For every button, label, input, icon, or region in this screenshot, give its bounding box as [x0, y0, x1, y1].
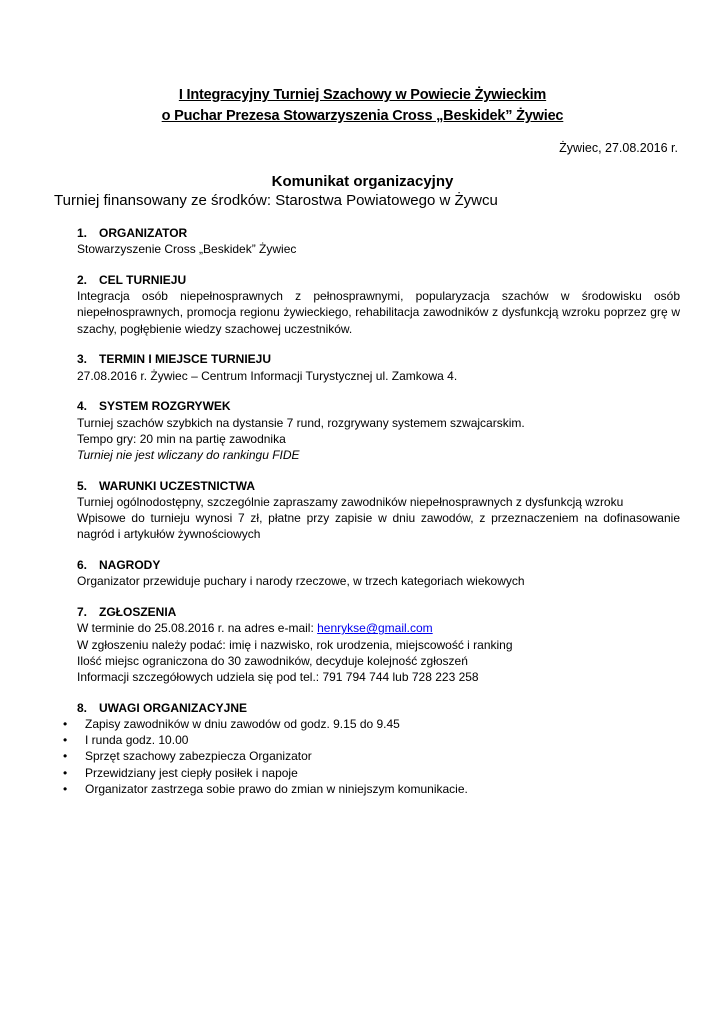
section-line: Ilość miejsc ograniczona do 30 zawodników, decyduje kolejność zgłoszeń: [77, 653, 468, 668]
section-title-text: SYSTEM ROZGRYWEK: [99, 399, 231, 414]
section-line: Organizator przewiduje puchary i narody rzeczowe, w trzech kategoriach wiekowych: [77, 574, 525, 589]
list-item: [63, 748, 680, 764]
section-line: Informacji szczegółowych udziela się pod tel.: 791 794 744 lub 728 223 258: [77, 670, 479, 685]
section-line: [77, 620, 680, 636]
title-line-2: o Puchar Prezesa Stowarzyszenia Cross „Beskidek” Żywiec: [161, 108, 564, 124]
list-item-text: I runda godz. 10.00: [85, 733, 189, 748]
section-number: 6.: [77, 558, 88, 573]
section-number: 1.: [77, 226, 88, 240]
section-title: [77, 478, 680, 494]
section-conditions: [77, 478, 680, 543]
section-title-text: ORGANIZATOR: [99, 226, 188, 240]
section-title: [77, 398, 680, 414]
email-link[interactable]: henrykse@gmail.com: [317, 621, 433, 636]
bullet-icon: •: [63, 765, 68, 780]
section-title: [77, 557, 680, 573]
list-item-text: Przewidziany jest ciepły posiłek i napoje: [85, 765, 298, 780]
section-title: [77, 272, 680, 288]
bullet-icon: •: [63, 733, 68, 748]
section-number: 3.: [77, 352, 88, 367]
section-title-text: TERMIN I MIEJSCE TURNIEJU: [99, 352, 272, 367]
section-registration: [77, 604, 680, 685]
document-date: Żywiec, 27.08.2016 r.: [559, 141, 678, 155]
section-number: 4.: [77, 399, 88, 414]
section-title-text: ZGŁOSZENIA: [99, 605, 177, 620]
section-line: Stowarzyszenie Cross „Beskidek” Żywiec: [77, 242, 297, 257]
section-number: 5.: [77, 478, 88, 493]
section-line: 27.08.2016 r. Żywiec – Centrum Informacji Turystycznej ul. Zamkowa 4.: [77, 368, 458, 383]
list-item-text: Organizator zastrzega sobie prawo do zmian w niniejszym komunikacie.: [85, 781, 468, 796]
section-number: 7.: [77, 605, 88, 620]
section-paragraph: Integracja osób niepełnosprawnych z pełnosprawnymi, popularyzacja szachów w środowisku osób niepełnosprawnych, promocja regionu żywieckiego, rehabilitacja zawodników z dysfunkcją wzroku poprzez grę w szachy, pogłębienie wiedzy szachowej uczestników.: [77, 289, 680, 336]
section-prizes: [77, 557, 680, 589]
funding-subheading: Turniej finansowany ze środków: Starostwa Powiatowego w Żywcu: [54, 192, 498, 209]
section-title: [77, 225, 680, 241]
registration-prefix: W terminie do 25.08.2016 r. na adres e-mail:: [77, 621, 318, 636]
section-title: [77, 604, 680, 620]
section-italic-line: Turniej nie jest wliczany do rankingu FIDE: [77, 448, 300, 463]
section-line: Turniej ogólnodostępny, szczególnie zapraszamy zawodników niepełnosprawnych z dysfunkcją wzroku: [77, 495, 624, 510]
document-content: [63, 225, 680, 812]
section-remarks: [63, 700, 680, 797]
list-item: [63, 716, 680, 732]
section-goal: [77, 272, 680, 337]
section-title-text: NAGRODY: [99, 558, 161, 573]
section-title: [77, 351, 680, 367]
section-title-text: WARUNKI UCZESTNICTWA: [99, 478, 255, 493]
bullet-icon: •: [63, 781, 68, 796]
bullet-icon: •: [63, 717, 68, 732]
section-organizer: [77, 225, 680, 257]
list-item: [63, 765, 680, 781]
document-heading: Komunikat organizacyjny: [271, 173, 454, 190]
section-date-place: [77, 351, 680, 383]
section-number: 2.: [77, 273, 88, 287]
bullet-icon: •: [63, 749, 68, 764]
section-line: Tempo gry: 20 min na partię zawodnika: [77, 431, 286, 446]
list-item: [63, 781, 680, 797]
section-system: [77, 398, 680, 463]
title-line-1: I Integracyjny Turniej Szachowy w Powiecie Żywieckim: [178, 87, 547, 103]
section-paragraph: Wpisowe do turnieju wynosi 7 zł, płatne przy zapisie w dniu zawodów, z przeznaczeniem na dofinasowanie nagród i artykułów żywnościowych: [77, 511, 680, 542]
section-title-text: CEL TURNIEJU: [99, 273, 187, 287]
section-title-text: UWAGI ORGANIZACYJNE: [99, 700, 248, 715]
section-title: [77, 700, 680, 716]
section-number: 8.: [77, 700, 88, 715]
section-line: W zgłoszeniu należy podać: imię i nazwisko, rok urodzenia, miejscowość i ranking: [77, 637, 513, 652]
list-item-text: Sprzęt szachowy zabezpiecza Organizator: [85, 749, 312, 764]
section-line: Turniej szachów szybkich na dystansie 7 rund, rozgrywany systemem szwajcarskim.: [77, 415, 525, 430]
remarks-list: [63, 716, 680, 797]
list-item: [63, 732, 680, 748]
list-item-text: Zapisy zawodników w dniu zawodów od godz. 9.15 do 9.45: [85, 717, 400, 732]
